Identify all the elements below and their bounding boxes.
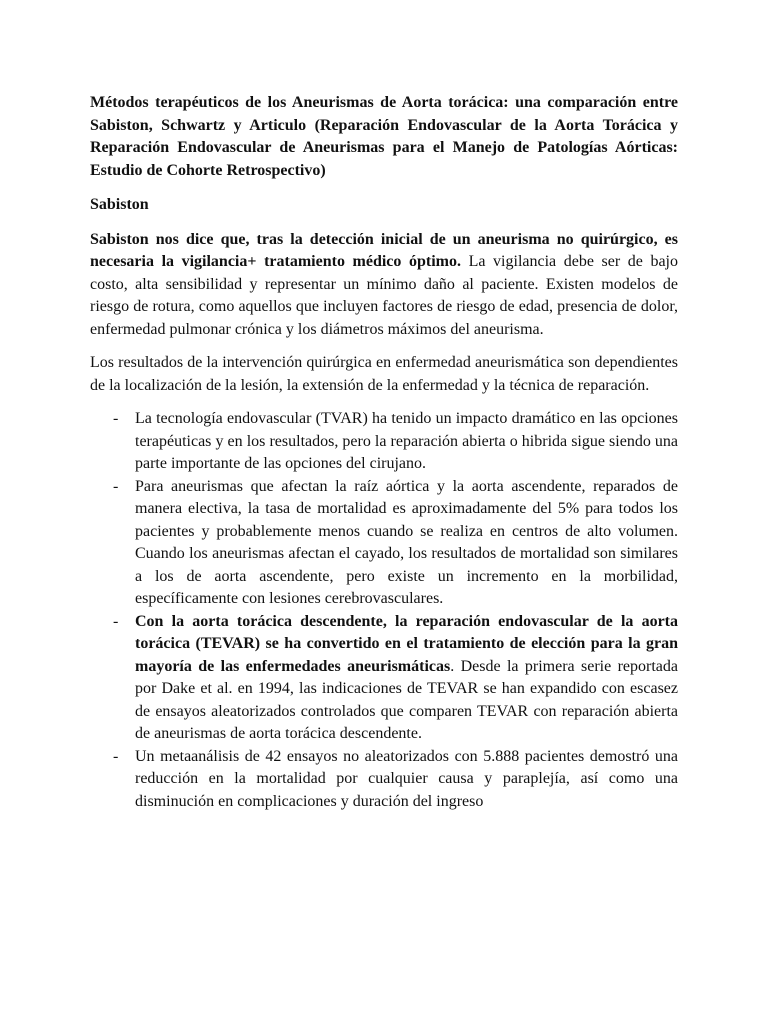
list-item-text: Para aneurismas que afectan la raíz aórtica y la aorta ascendente, reparados de manera electiva, la tasa de mortalidad es aproximadamente del 5% para todos los pacientes y probablemente menos cuando se realiza en centros de alto volumen. Cuando los aneurismas afectan el cayado, los resultados de mortalidad son similares a los de aorta ascendente, pero existe un incremento en la morbilidad, específicamente con lesiones cerebrovasculares. xyxy=(135,477,678,607)
paragraph-results: Los resultados de la intervención quirúrgica en enfermedad aneurismática son dependientes de la localización de la lesión, la extensión de la enfermedad y la técnica de reparación. xyxy=(90,354,678,394)
paragraph-intro-text: La vigilancia debe ser de bajo costo, alta sensibilidad y representar un mínimo daño al paciente. Existen modelos de riesgo de rotura, como aquellos que incluyen factores de riesgo de edad, presencia de dolor, enfermedad pulmonar crónica y los diámetros máximos del aneurisma. xyxy=(90,253,678,338)
document-page xyxy=(90,92,678,813)
list-item-text: La tecnología endovascular (TVAR) ha tenido un impacto dramático en las opciones terapéuticas y en los resultados, pero la reparación abierta o hibrida sigue siendo una parte importante de las opciones del cirujano. xyxy=(135,410,678,472)
paragraph-intro xyxy=(90,229,678,342)
bullet-dash: - xyxy=(113,612,119,630)
paragraph-intro-bold: Sabiston nos dice que, tras la detección inicial de un aneurisma no quirúrgico, es necesaria la vigilancia+ tratamiento médico óptimo. xyxy=(90,230,678,270)
bullet-list xyxy=(90,408,678,813)
bullet-dash: - xyxy=(113,410,119,427)
list-item-bold-text: Con la aorta torácica descendente, la reparación endovascular de la aorta torácica (TEVAR) se ha convertido en el tratamiento de elección para la gran mayoría de las enfermedades aneurismáticas xyxy=(135,612,678,675)
list-item xyxy=(90,746,678,814)
list-item-text: Un metaanálisis de 42 ensayos no aleatorizados con 5.888 pacientes demostró una reducción en la mortalidad por cualquier causa y paraplejía, así como una disminución en complicaciones y duración del ingreso xyxy=(135,747,678,810)
list-item xyxy=(90,611,678,746)
bullet-dash: - xyxy=(113,747,119,765)
section-heading: Sabiston xyxy=(90,196,149,213)
list-item-text: . Desde la primera serie reportada por Dake et al. en 1994, las indicaciones de TEVAR se han expandido con escasez de ensayos aleatorizados controlados que comparen TEVAR con reparación abierta de aneurismas de aorta torácica descendente. xyxy=(135,657,678,742)
list-item xyxy=(90,476,678,611)
bullet-dash: - xyxy=(113,477,119,495)
document-title: Métodos terapéuticos de los Aneurismas de Aorta torácica: una comparación entre Sabiston, Schwartz y Articulo (Reparación Endovascular de la Aorta Torácica y Reparación Endovascular de Aneurismas para el Manejo de Patologías Aórticas: Estudio de Cohorte Retrospectivo) xyxy=(90,94,678,179)
list-item xyxy=(90,408,678,476)
